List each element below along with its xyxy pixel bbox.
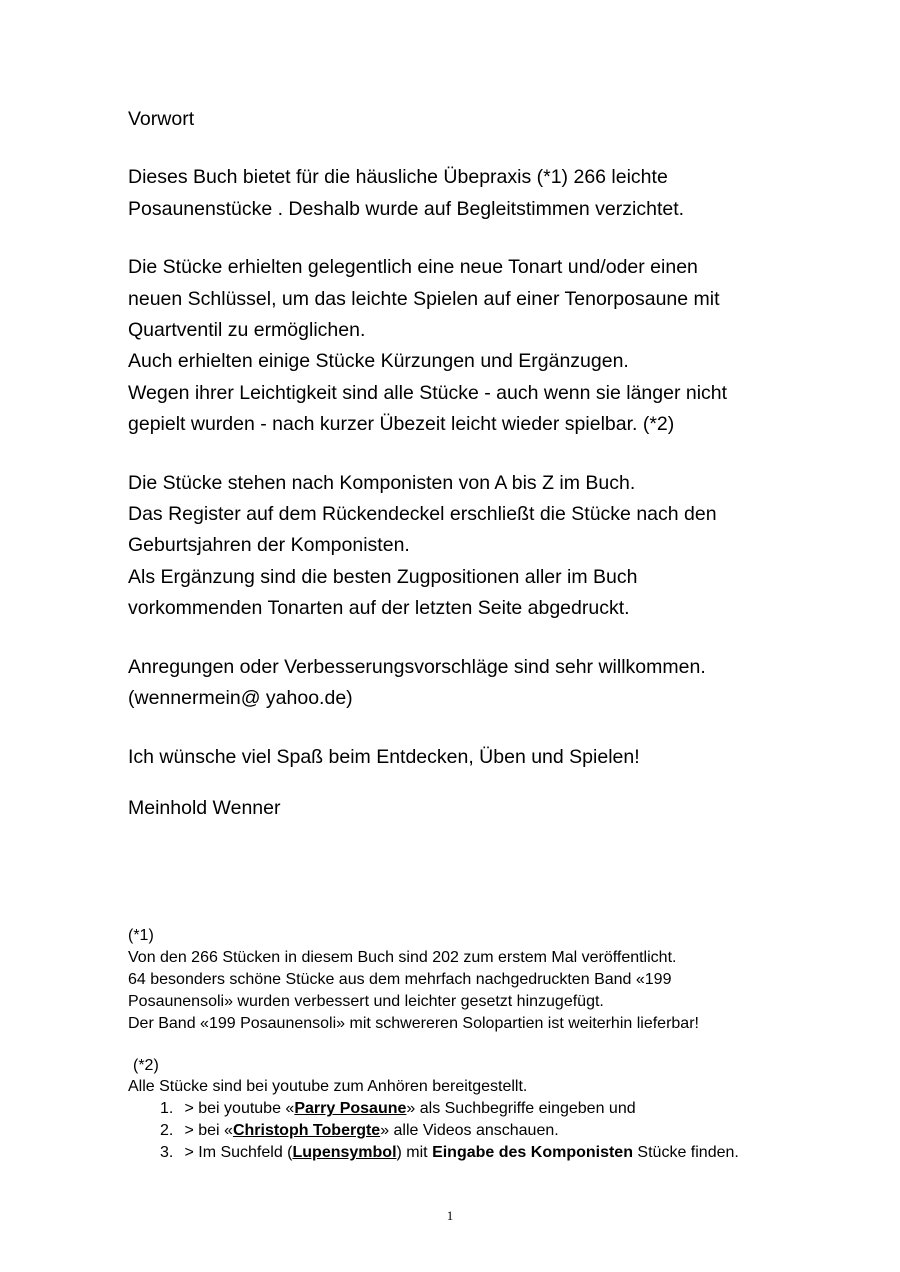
page-number: 1 xyxy=(446,1208,454,1223)
line: Das Register auf dem Rückendeckel erschließt die Stücke nach den xyxy=(128,503,717,526)
line: Wegen ihrer Leichtigkeit sind alle Stücke - auch wenn sie länger nicht xyxy=(128,381,728,404)
line: Die Stücke erhielten gelegentlich eine neue Tonart und/oder einen xyxy=(128,256,698,279)
list-item xyxy=(160,1142,828,1164)
footnote-1-line: Von den 266 Stücken in diesem Buch sind 202 zum erstem Mal veröffentlicht. xyxy=(128,948,677,966)
paragraph-2 xyxy=(128,252,808,440)
paragraph-3 xyxy=(128,468,808,625)
step-text: » alle Videos anschauen. xyxy=(380,1122,559,1140)
list-number: 3. xyxy=(160,1144,174,1162)
list-item xyxy=(160,1120,828,1142)
step-text: > bei youtube « xyxy=(184,1100,295,1118)
line: Posaunenstücke . Deshalb wurde auf Begleitstimmen verzichtet. xyxy=(128,197,685,220)
page-title: Vorwort xyxy=(128,108,195,130)
line: Ich wünsche viel Spaß beim Entdecken, Üben und Spielen! xyxy=(128,745,640,768)
footnote-2-intro: Alle Stücke sind bei youtube zum Anhören bereitgestellt. xyxy=(128,1078,528,1096)
composer-term: Eingabe des Komponisten xyxy=(432,1144,633,1162)
step-text: ) mit xyxy=(396,1144,433,1162)
line: Quartventil zu ermöglichen. xyxy=(128,319,366,342)
line: vorkommenden Tonarten auf der letzten Seite abgedruckt. xyxy=(128,597,630,620)
line: Als Ergänzung sind die besten Zugpositionen aller im Buch xyxy=(128,565,638,588)
step-text: > bei « xyxy=(184,1122,233,1140)
step-text: > Im Suchfeld ( xyxy=(184,1144,293,1162)
list-number: 2. xyxy=(160,1122,174,1140)
paragraph-4 xyxy=(128,652,808,715)
line: Die Stücke stehen nach Komponisten von A bis Z im Buch. xyxy=(128,471,636,494)
line: gepielt wurden - nach kurzer Übezeit leicht wieder spielbar. (*2) xyxy=(128,413,675,436)
step-text: » als Suchbegriffe eingeben und xyxy=(406,1100,636,1118)
line: neuen Schlüssel, um das leichte Spielen auf einer Tenorposaune mit xyxy=(128,287,720,310)
footnote-2-marker: (*2) xyxy=(133,1056,159,1074)
magnifier-term: Lupensymbol xyxy=(292,1144,397,1162)
channel-name: Christoph Tobergte xyxy=(232,1122,381,1140)
main-text xyxy=(128,104,808,824)
step-text: Stücke finden. xyxy=(632,1144,739,1162)
line: Anregungen oder Verbesserungsvorschläge sind sehr willkommen. xyxy=(128,655,706,678)
list-item xyxy=(160,1098,828,1120)
list-number: 1. xyxy=(160,1100,174,1118)
footnote-2-steps xyxy=(128,1098,828,1164)
footnotes xyxy=(128,925,828,1164)
footnote-1-marker: (*1) xyxy=(128,927,154,944)
search-term: Parry Posaune xyxy=(294,1100,407,1118)
footnote-1-line: 64 besonders schöne Stücke aus dem mehrfach nachgedruckten Band «199 xyxy=(128,970,672,988)
line: Dieses Buch bietet für die häusliche Übepraxis (*1) 266 leichte xyxy=(128,166,668,189)
paragraph-5 xyxy=(128,742,808,773)
footnote-1-line: Der Band «199 Posaunensoli» mit schwereren Solopartien ist weiterhin lieferbar! xyxy=(128,1014,699,1032)
line: Auch erhielten einige Stücke Kürzungen und Ergänzugen. xyxy=(128,350,629,373)
footnote-1-line: Posaunensoli» wurden verbessert und leichter gesetzt hinzugefügt. xyxy=(128,992,604,1010)
email-text: (wennermein@ yahoo.de) xyxy=(128,687,353,710)
line: Geburtsjahren der Komponisten. xyxy=(128,534,410,557)
paragraph-1 xyxy=(128,162,808,225)
signature: Meinhold Wenner xyxy=(128,796,281,819)
